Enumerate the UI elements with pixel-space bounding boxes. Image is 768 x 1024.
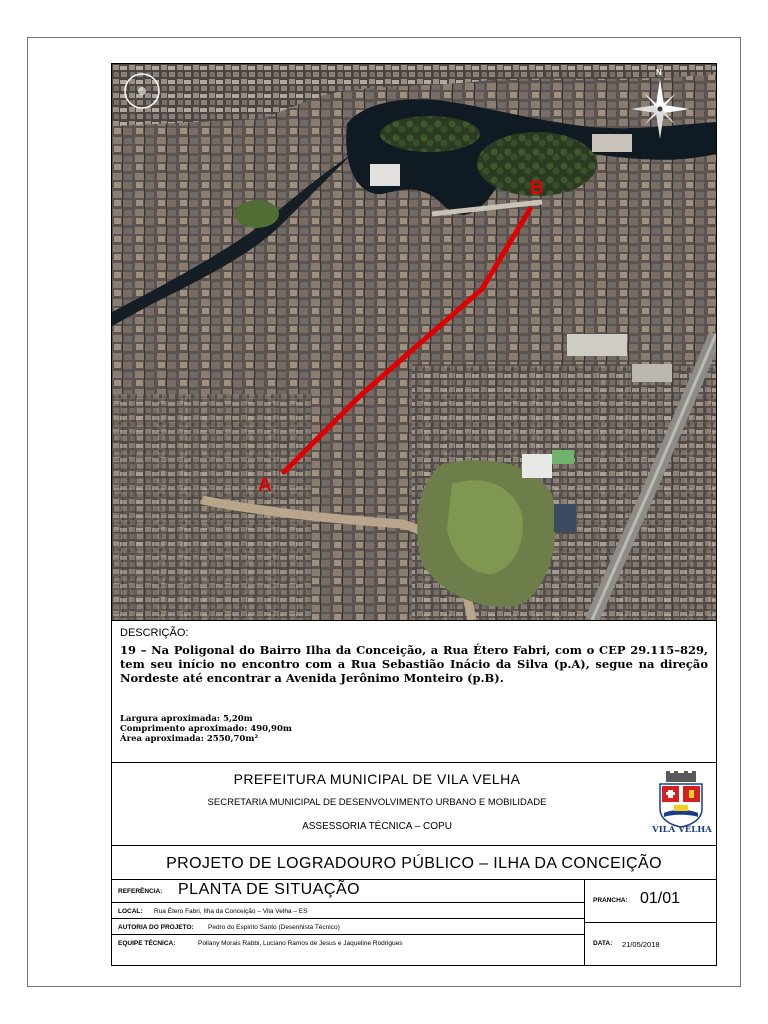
- prancha-cell: [585, 880, 716, 923]
- assessoria-title: ASSESSORIA TÉCNICA – COPU: [302, 821, 452, 832]
- referencia-value: PLANTA DE SITUAÇÃO: [178, 881, 361, 898]
- equipe-label: EQUIPE TÉCNICA:: [118, 940, 176, 947]
- description-heading: DESCRIÇÃO:: [120, 627, 189, 639]
- equipe-row: [112, 935, 584, 952]
- point-a-label: A: [258, 475, 272, 496]
- local-label: LOCAL:: [118, 908, 143, 915]
- autoria-label: AUTORIA DO PROJETO:: [118, 924, 194, 931]
- referencia-row: [112, 880, 584, 903]
- largura-text: Largura aproximada: 5,20m: [120, 714, 253, 724]
- prefeitura-title: PREFEITURA MUNICIPAL DE VILA VELHA: [233, 771, 521, 787]
- area-text: Área aproximada: 2550,70m²: [120, 734, 259, 744]
- prancha-value: 01/01: [640, 890, 681, 907]
- local-value: Rua Étero Fabri, Ilha da Conceição – Vila Velha – ES: [154, 908, 308, 915]
- aerial-photo: [112, 64, 716, 621]
- data-cell: [585, 923, 716, 965]
- secretaria-title: SECRETARIA MUNICIPAL DE DESENVOLVIMENTO URBANO E MOBILIDADE: [207, 797, 547, 808]
- institution-header: [112, 763, 716, 846]
- project-title: PROJETO DE LOGRADOURO PÚBLICO – ILHA DA CONCEIÇÃO: [112, 846, 716, 880]
- prancha-label: PRANCHA:: [593, 897, 628, 904]
- data-label: DATA:: [593, 940, 613, 947]
- description-section: [112, 621, 716, 763]
- comprimento-text: Comprimento aproximado: 490,90m: [120, 724, 292, 734]
- measurements: [120, 714, 292, 744]
- equipe-value: Pollany Morais Rabbi, Luciano Ramos de Jesus e Jaqueline Rodrigues: [198, 940, 403, 947]
- aerial-map: [112, 64, 716, 620]
- autoria-value: Pedro do Espirito Santo (Desenhista Técnico): [208, 924, 340, 931]
- point-b-label: B: [530, 178, 544, 199]
- data-value: 21/05/2018: [622, 940, 660, 949]
- description-text: 19 – Na Poligonal do Bairro Ilha da Conceição, a Rua Étero Fabri, com o CEP 29.115–829, tem seu início no encontro com a Rua Sebastião Inácio da Silva (p.A), segue na direção Nordeste até encontrar a Avenida Jerônimo Monteiro (p.B).: [120, 643, 708, 685]
- north-letter: N: [656, 68, 662, 77]
- autoria-row: [112, 919, 584, 935]
- crest-label: VILA VELHA: [652, 825, 712, 835]
- referencia-label: REFERÊNCIA:: [118, 888, 163, 895]
- drawing-frame: [111, 63, 717, 966]
- local-row: [112, 903, 584, 919]
- title-block: [112, 880, 716, 965]
